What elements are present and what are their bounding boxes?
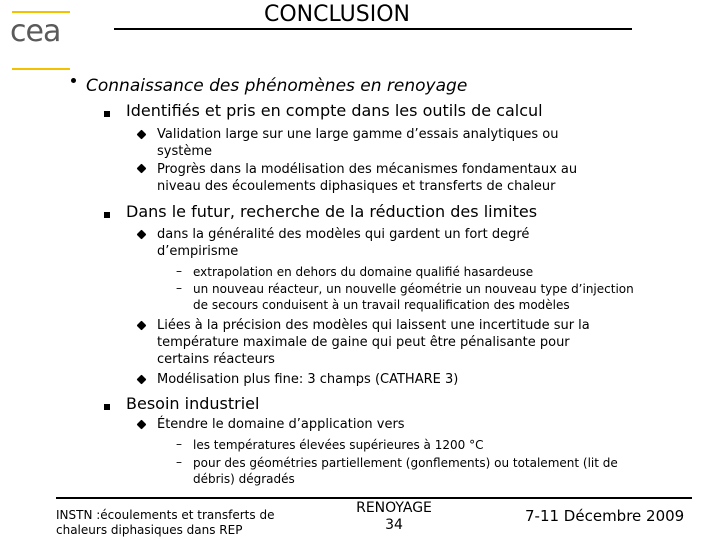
bullet-dot-icon (71, 78, 76, 83)
diamond-bullet-icon (137, 321, 147, 331)
footer-left-line-1: INSTN :écoulements et transferts de (56, 508, 275, 522)
diamond-bullet-icon (137, 420, 147, 430)
s2-sub-2a: un nouveau réacteur, un nouvelle géométrie un nouveau type d’injection (193, 282, 634, 296)
footer-left-line-2: chaleurs diphasiques dans REP (56, 523, 243, 537)
footer-middle (344, 500, 444, 534)
logo-top-bar (12, 11, 70, 13)
section-2-label: Dans le futur, recherche de la réduction des limites (126, 202, 538, 221)
slide-title: CONCLUSION (114, 2, 632, 30)
page-number: 34 (385, 517, 403, 533)
s2-a-line-2: d’empirisme (157, 244, 239, 259)
s3-sub-2a: pour des géométries partiellement (gonflements) ou totalement (lit de (193, 456, 618, 470)
dash-bullet: – (176, 264, 182, 278)
s3-a: Étendre le domaine d’application vers (157, 417, 405, 432)
logo-bottom-bar (12, 68, 70, 70)
s2-sub-2b: de secours conduisent à un travail requalification des modèles (193, 298, 570, 312)
s2-b-line-2: température maximale de gaine qui peut être pénalisante pour (157, 335, 570, 350)
s1-item-2b: niveau des écoulements diphasiques et transferts de chaleur (157, 179, 556, 194)
square-bullet-icon (104, 404, 110, 410)
diamond-bullet-icon (137, 375, 147, 385)
s3-sub-1: les températures élevées supérieures à 1200 °C (193, 438, 484, 452)
s2-a-line-1: dans la généralité des modèles qui gardent un fort degré (157, 227, 530, 242)
diamond-bullet-icon (137, 230, 147, 240)
logo-text: cea (10, 14, 61, 49)
diamond-bullet-icon (137, 130, 147, 140)
dash-bullet: – (176, 455, 182, 469)
footer-divider (56, 497, 692, 499)
section-3-label: Besoin industriel (126, 394, 260, 413)
dash-bullet: – (176, 437, 182, 451)
dash-bullet: – (176, 281, 182, 295)
footer-date: 7-11 Décembre 2009 (525, 507, 685, 525)
s1-item-2a: Progrès dans la modélisation des mécanismes fondamentaux au (157, 162, 578, 177)
square-bullet-icon (104, 111, 110, 117)
s2-b-line-1: Liées à la précision des modèles qui laissent une incertitude sur la (157, 318, 590, 333)
footer-topic: RENOYAGE (356, 500, 432, 516)
footer-left (56, 508, 274, 538)
diamond-bullet-icon (137, 164, 147, 174)
main-heading: Connaissance des phénomènes en renoyage (86, 76, 468, 96)
s1-item-1a: Validation large sur une large gamme d’essais analytiques ou (157, 127, 559, 142)
square-bullet-icon (104, 212, 110, 218)
s3-sub-2b: débris) dégradés (193, 472, 295, 486)
section-1-label: Identifiés et pris en compte dans les outils de calcul (126, 101, 543, 120)
s2-sub-1: extrapolation en dehors du domaine qualifié hasardeuse (193, 265, 534, 279)
s2-b-line-3: certains réacteurs (157, 352, 275, 367)
s2-c: Modélisation plus fine: 3 champs (CATHARE 3) (157, 372, 459, 387)
s1-item-1b: système (157, 144, 212, 159)
